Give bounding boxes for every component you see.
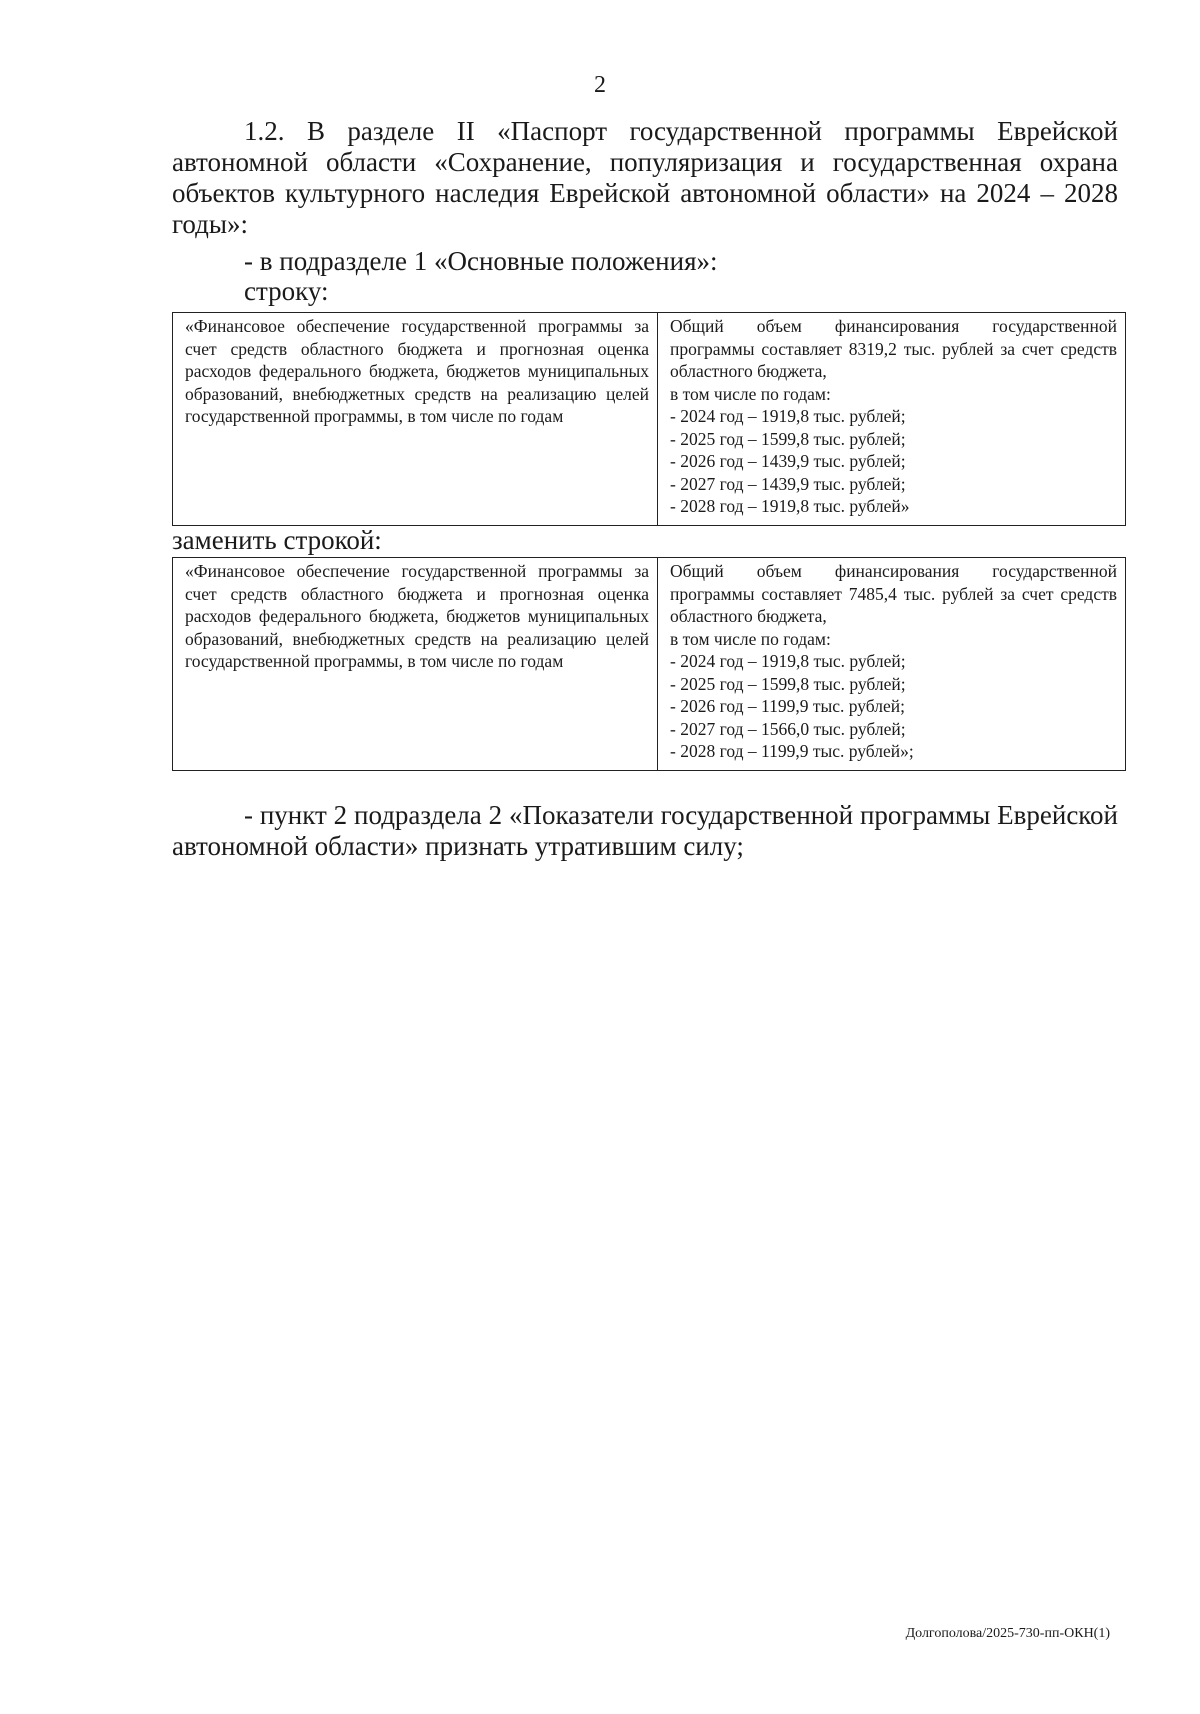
financing-label-cell: «Финансовое обеспечение государственной программы за счет средств областного бюджета и прогнозная оценка расходов федерального бюджета, бюджетов муниципальных образований, внебюджетных средств на реализацию целей государственной программы, в том числе по годам (173, 558, 658, 771)
table-row (173, 558, 1126, 771)
list-item: - 2024 год – 1919,8 тыс. рублей; (670, 651, 906, 671)
financing-total-text: Общий объем финансирования государственной программы составляет 7485,4 тыс. рублей за счет средств областного бюджета, (670, 561, 1117, 626)
table-row (173, 313, 1126, 526)
stroku-label: строку: (244, 276, 329, 306)
list-item: - 2026 год – 1439,9 тыс. рублей; (670, 451, 906, 471)
yearly-list (670, 628, 1117, 763)
closing-paragraph: - пункт 2 подраздела 2 «Показатели государственной программы Еврейской автономной области» признать утратившим силу; (172, 800, 1118, 861)
list-item: - 2028 год – 1199,9 тыс. рублей»; (670, 741, 914, 761)
financing-value-cell (658, 558, 1126, 771)
list-item: - 2025 год – 1599,8 тыс. рублей; (670, 673, 906, 694)
list-item: - 2026 год – 1199,9 тыс. рублей; (670, 696, 905, 716)
list-item: - 2027 год – 1439,9 тыс. рублей; (670, 473, 906, 494)
financing-total-text: Общий объем финансирования государственной программы составляет 8319,2 тыс. рублей за счет средств областного бюджета, (670, 316, 1117, 381)
list-item: - 2025 год – 1599,8 тыс. рублей; (670, 428, 906, 449)
list-item: - 2028 год – 1919,8 тыс. рублей» (670, 496, 910, 516)
list-item: в том числе по годам: (670, 628, 831, 649)
financing-label-cell: «Финансовое обеспечение государственной программы за счет средств областного бюджета и прогнозная оценка расходов федерального бюджета, бюджетов муниципальных образований, внебюджетных средств на реализацию целей государственной программы, в том числе по годам (173, 313, 658, 526)
new-row-table (172, 557, 1126, 771)
subsection-line: - в подразделе 1 «Основные положения»: (244, 246, 718, 276)
financing-value-cell (658, 313, 1126, 526)
list-item: - 2024 год – 1919,8 тыс. рублей; (670, 406, 906, 426)
list-item: в том числе по годам: (670, 383, 831, 404)
page-number: 2 (594, 72, 606, 98)
yearly-list (670, 383, 1117, 518)
intro-paragraph: 1.2. В разделе II «Паспорт государственной программы Еврейской автономной области «Сохранение, популяризация и государственная охрана объектов культурного наследия Еврейской автономной области» на 2024 – 2028 годы»: (172, 116, 1118, 239)
replace-label: заменить строкой: (172, 525, 382, 555)
old-row-table (172, 312, 1126, 526)
footer-reference: Долгополова/2025-730-пп-ОКН(1) (905, 1626, 1110, 1641)
list-item: - 2027 год – 1566,0 тыс. рублей; (670, 718, 906, 739)
